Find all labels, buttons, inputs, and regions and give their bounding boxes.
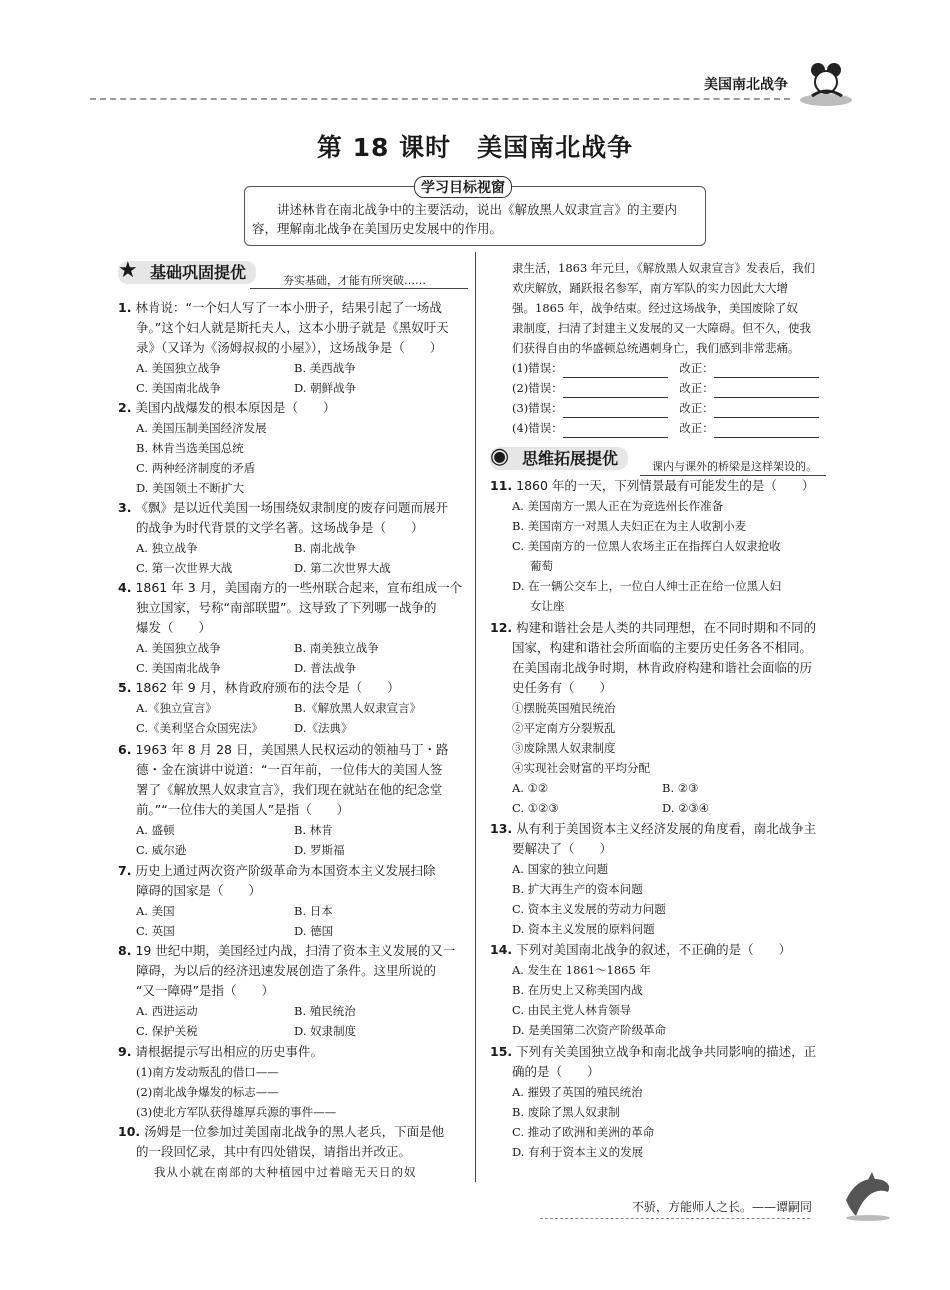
option-b[interactable]: B. ②③: [662, 781, 699, 795]
option-b[interactable]: B. 林肯: [294, 823, 333, 837]
question-2: 2. 美国内战爆发的根本原因是（ ） A. 美国压制美国经济发展 B. 林肯当选美国总统 C. 两种经济制度的矛盾 D. 美国领土不断扩大: [118, 398, 468, 498]
mascot-icon: [796, 58, 856, 108]
option-b[interactable]: B. 殖民统治: [294, 1004, 356, 1018]
option-b[interactable]: B. 扩大再生产的资本问题: [512, 882, 643, 896]
goal-text: 讲述林肯在南北战争中的主要活动，说出《解放黑人奴隶宣言》的主要内容，理解南北战争在美国历史发展中的作用。: [252, 202, 678, 236]
question-1: 1. 林肯说：“一个妇人写了一本小册子，结果引起了一场战 争。”这个妇人就是斯托夫人，这本小册子就是《黑奴吁天 录》（又译为《汤姆叔叔的小屋》），这场战争是（ ） A. 美国独立战争 B. 美西战争 C. 美国南北战争 D. 朝鲜战争: [118, 298, 468, 398]
option-c[interactable]: C.《美利坚合众国宪法》: [136, 721, 264, 735]
section-expand-header: [490, 446, 628, 469]
question-3: 3. 《飘》是以近代美国一场围绕奴隶制度的废存问题而展开 的战争为时代背景的文学名著。这场战争是（ ） A. 独立战争 B. 南北战争 C. 第一次世界大战 D. 第二次世界大战: [118, 498, 468, 578]
error-row-4: (4)错误： 改正：: [512, 418, 837, 438]
option-a[interactable]: A. 美国南方一黑人正在为竞选州长作准备: [512, 499, 724, 513]
fix-field-1[interactable]: [714, 363, 819, 378]
option-d[interactable]: D. 罗斯福: [294, 843, 345, 857]
option-d[interactable]: D. 第二次世界大战: [294, 561, 391, 575]
option-a[interactable]: A. 西进运动: [136, 1004, 198, 1018]
question-5: 5. 1862 年 9 月，林肯政府颁布的法令是（ ） A.《独立宣言》 B.《解放黑人奴隶宣言》 C.《美利坚合众国宪法》 D.《法典》: [118, 678, 468, 738]
fix-field-2[interactable]: [714, 383, 819, 398]
section-basic-title: 基础巩固提优: [118, 261, 256, 284]
question-15: 15. 下列有关美国独立战争和南北战争共同影响的描述，正 确的是（ ） A. 摧毁了英国的殖民统治 B. 废除了黑人奴隶制 C. 推动了欧洲和美洲的革命 D. 有利于资本主义的发展: [490, 1042, 835, 1162]
error-row-1: (1)错误： 改正：: [512, 358, 837, 378]
option-d[interactable]: D. 有利于资本主义的发展: [512, 1145, 644, 1159]
option-a[interactable]: A. 美国: [136, 904, 175, 918]
column-divider: [475, 252, 476, 1182]
option-c[interactable]: C. 两种经济制度的矛盾: [136, 461, 256, 475]
option-a[interactable]: A. ①②: [512, 781, 549, 795]
option-b[interactable]: B. 美国南方一对黑人夫妇正在为主人收割小麦: [512, 519, 747, 533]
fix-field-4[interactable]: [714, 423, 819, 438]
option-c[interactable]: C. 保护关税: [136, 1024, 198, 1038]
question-10-continued: 隶生活，1863 年元旦，《解放黑人奴隶宣言》发表后，我们 欢庆解放，踊跃报名参军，南方军队的实力因此大大增 强。1865 年，战争结束。经过这场战争，美国废除了奴 隶制度，扫清了封建主义发展的又一大障碍。但不久，使我 们获得自由的华盛顿总统遇刺身亡，我们感到非常悲痛。 (1)错误： 改正： (2)错误： 改正： (3)错误： 改正： (4)错误： 改正：: [512, 258, 837, 438]
option-c[interactable]: C. 美国南方的一位黑人农场主正在指挥白人奴隶抢收: [512, 539, 781, 553]
question-14: 14. 下列对美国南北战争的叙述，不正确的是（ ） A. 发生在 1861～1865 年 B. 在历史上又称美国内战 C. 由民主党人林肯领导 D. 是美国第二次资产阶级革命: [490, 940, 835, 1040]
option-c[interactable]: C. 美国南北战争: [136, 381, 221, 395]
option-a[interactable]: A. 国家的独立问题: [512, 862, 609, 876]
option-a[interactable]: A.《独立宣言》: [136, 701, 217, 715]
option-d[interactable]: D.《法典》: [294, 721, 353, 735]
error-row-2: (2)错误： 改正：: [512, 378, 837, 398]
section-basic-line: [250, 288, 468, 289]
option-a[interactable]: A. 摧毁了英国的殖民统治: [512, 1085, 643, 1099]
question-4: 4. 1861 年 3 月，美国南方的一些州联合起来，宣布组成一个 独立国家，号称“南部联盟”。这导致了下列哪一战争的 爆发（ ） A. 美国独立战争 B. 南美独立战争 C. 美国南北战争 D. 普法战争: [118, 578, 468, 678]
option-d[interactable]: D. 普法战争: [294, 661, 357, 675]
question-9: 9. 请根据提示写出相应的历史事件。 (1)南方发动叛乱的借口—— (2)南北战争爆发的标志—— (3)使北方军队获得雄厚兵源的事件——: [118, 1044, 337, 1119]
option-b[interactable]: B. 日本: [294, 904, 333, 918]
option-a[interactable]: A. 美国压制美国经济发展: [136, 421, 267, 435]
star-icon: ★: [118, 258, 138, 283]
section-basic-subtitle: 夯实基础，才能有所突破……: [283, 274, 426, 287]
option-c[interactable]: C. 推动了欧洲和美洲的革命: [512, 1125, 655, 1139]
option-d[interactable]: D. 德国: [294, 924, 334, 938]
option-d[interactable]: D. 在一辆公交车上，一位白人绅士正在给一位黑人妇: [512, 579, 782, 593]
fix-field-3[interactable]: [714, 403, 819, 418]
option-b[interactable]: B. 南美独立战争: [294, 641, 379, 655]
option-a[interactable]: A. 独立战争: [136, 541, 198, 555]
question-8: 8. 19 世纪中期，美国经过内战，扫清了资本主义发展的又一 障碍，为以后的经济迅速发展创造了条件。这里所说的 “又一障碍”是指（ ） A. 西进运动 B. 殖民统治 C. 保护关税 D. 奴隶制度: [118, 941, 468, 1041]
error-row-3: (3)错误： 改正：: [512, 398, 837, 418]
footer-line: [540, 1218, 810, 1219]
question-6: 6. 1963 年 8 月 28 日，美国黑人民权运动的领袖马丁・路 德・金在演讲中说道：“一百年前，一位伟大的美国人签 署了《解放黑人奴隶宣言》，我们现在就站在他的纪念堂 前。”“一位伟大的美国人”是指（ ） A. 盛顿 B. 林肯 C. 威尔逊 D. 罗斯福: [118, 740, 468, 860]
section-basic-header: [118, 260, 256, 283]
option-d[interactable]: D. 是美国第二次资产阶级革命: [512, 1023, 667, 1037]
option-d[interactable]: D. ②③④: [662, 801, 710, 815]
option-b[interactable]: B. 废除了黑人奴隶制: [512, 1105, 620, 1119]
shell-icon: ◉: [490, 444, 510, 469]
question-7: 7. 历史上通过两次资产阶级革命为本国资本主义发展扫除 障碍的国家是（ ） A. 美国 B. 日本 C. 英国 D. 德国: [118, 861, 468, 941]
option-c[interactable]: C. 第一次世界大战: [136, 561, 233, 575]
dolphin-icon: [838, 1170, 898, 1222]
error-field-4[interactable]: [563, 423, 668, 438]
option-a[interactable]: A. 盛顿: [136, 823, 175, 837]
header-title: 美国南北战争: [704, 77, 788, 93]
option-c[interactable]: C. 英国: [136, 924, 175, 938]
question-12: 12. 构建和谐社会是人类的共同理想，在不同时期和不同的 国家，构建和谐社会所面临的主要历史任务各不相同。 在美国南北战争时期，林肯政府构建和谐社会面临的历 史任务有（ ） ①摆脱英国殖民统治 ②平定南方分裂叛乱 ③废除黑人奴隶制度 ④实现社会财富的平均分配 A. ①② B. ②③ C. ①②③ D. ②③④: [490, 618, 835, 818]
question-10: 10. 汤姆是一位参加过美国南北战争的黑人老兵，下面是他 的一段回忆录，其中有四处错误，请指出并改正。 我从小就在南部的大种植园中过着暗无天日的奴: [118, 1124, 445, 1179]
option-b[interactable]: B. 在历史上又称美国内战: [512, 983, 643, 997]
option-a[interactable]: A. 美国独立战争: [136, 641, 221, 655]
option-b[interactable]: B. 林肯当选美国总统: [136, 441, 244, 455]
option-c[interactable]: C. 资本主义发展的劳动力问题: [512, 902, 666, 916]
error-field-2[interactable]: [563, 383, 668, 398]
option-a[interactable]: A. 美国独立战争: [136, 361, 221, 375]
option-b[interactable]: B. 美西战争: [294, 361, 356, 375]
option-c[interactable]: C. 美国南北战争: [136, 661, 221, 675]
header-divider: [90, 98, 790, 100]
question-13: 13. 从有利于美国资本主义经济发展的角度看，南北战争主 要解决了（ ） A. 国家的独立问题 B. 扩大再生产的资本问题 C. 资本主义发展的劳动力问题 D. 资本主义发展的原料问题: [490, 819, 835, 939]
page-title: 第 18 课时 美国南北战争: [316, 133, 634, 162]
option-b[interactable]: B. 南北战争: [294, 541, 356, 555]
section-expand-subtitle: 课内与课外的桥梁是这样架设的。: [652, 460, 817, 473]
option-d[interactable]: D. 资本主义发展的原料问题: [512, 922, 655, 936]
option-c[interactable]: C. 威尔逊: [136, 843, 187, 857]
footer-quote: 不骄，方能师人之长。——谭嗣同: [631, 1200, 812, 1214]
option-c[interactable]: C. ①②③: [512, 801, 559, 815]
error-field-1[interactable]: [563, 363, 668, 378]
option-a[interactable]: A. 发生在 1861～1865 年: [512, 963, 651, 977]
option-d[interactable]: D. 奴隶制度: [294, 1024, 357, 1038]
option-d[interactable]: D. 朝鲜战争: [294, 381, 357, 395]
option-d[interactable]: D. 美国领土不断扩大: [136, 481, 245, 495]
error-field-3[interactable]: [563, 403, 668, 418]
option-b[interactable]: B.《解放黑人奴隶宣言》: [294, 701, 422, 715]
question-11: 11. 1860 年的一天，下列情景最有可能发生的是（ ） A. 美国南方一黑人正在为竞选州长作准备 B. 美国南方一对黑人夫妇正在为主人收割小麦 C. 美国南方的一位黑人农场主正在指挥白人奴隶抢收 葡萄 D. 在一辆公交车上，一位白人绅士正在给一位黑人妇 女让座: [490, 476, 835, 616]
option-c[interactable]: C. 由民主党人林肯领导: [512, 1003, 632, 1017]
section-expand-title: 思维拓展提优: [490, 447, 628, 470]
goal-label: 学习目标视窗: [414, 176, 512, 198]
